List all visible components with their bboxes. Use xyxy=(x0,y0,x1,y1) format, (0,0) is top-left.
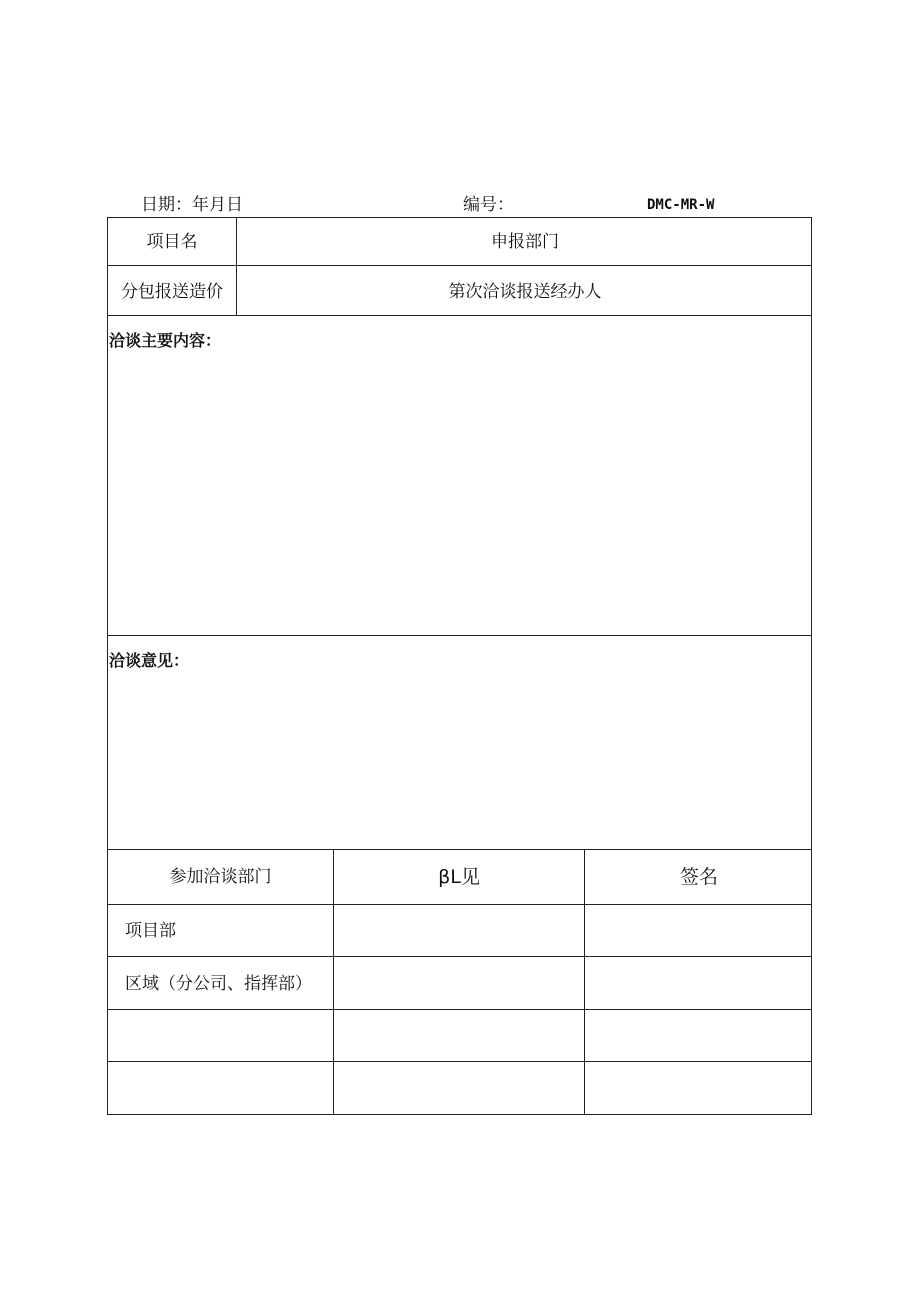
signature-column-header: 签名 xyxy=(679,866,718,888)
dept-cell[interactable] xyxy=(109,1062,333,1114)
subcontract-price-label: 分包报送造价 xyxy=(121,282,223,302)
opinion-column-header: βL见 xyxy=(438,866,480,888)
opinion-cell[interactable] xyxy=(334,1062,584,1114)
divider xyxy=(108,265,811,266)
opinion-area[interactable] xyxy=(109,666,809,846)
signature-cell[interactable] xyxy=(585,1062,813,1114)
divider xyxy=(108,849,811,850)
signature-cell[interactable] xyxy=(585,1010,813,1060)
subcontract-price-value: 第次洽谈报送经办人 xyxy=(448,282,602,302)
date-label: 日期：年月日 xyxy=(141,195,243,215)
dept-project: 项目部 xyxy=(125,921,176,941)
dept-region: 区域（分公司、指挥部） xyxy=(125,974,312,994)
opinion-cell[interactable] xyxy=(334,957,584,1008)
dept-cell[interactable] xyxy=(109,1010,333,1060)
dept-column-header: 参加洽谈部门 xyxy=(169,867,272,887)
project-name-value: 申报部门 xyxy=(491,232,559,252)
main-content-area[interactable] xyxy=(109,346,809,631)
opinion-cell[interactable] xyxy=(334,905,584,955)
opinion-cell[interactable] xyxy=(334,1010,584,1060)
signature-cell[interactable] xyxy=(585,905,813,955)
number-label: 编号： xyxy=(463,195,514,215)
document-code: DMC-MR-W xyxy=(647,197,715,213)
signature-cell[interactable] xyxy=(585,957,813,1008)
project-name-label: 项目名 xyxy=(146,232,198,252)
divider xyxy=(108,315,811,316)
negotiation-form xyxy=(107,217,812,1115)
opinion-label: 洽谈意见： xyxy=(109,651,190,670)
divider xyxy=(108,635,811,636)
main-content-label: 洽谈主要内容： xyxy=(109,331,222,350)
